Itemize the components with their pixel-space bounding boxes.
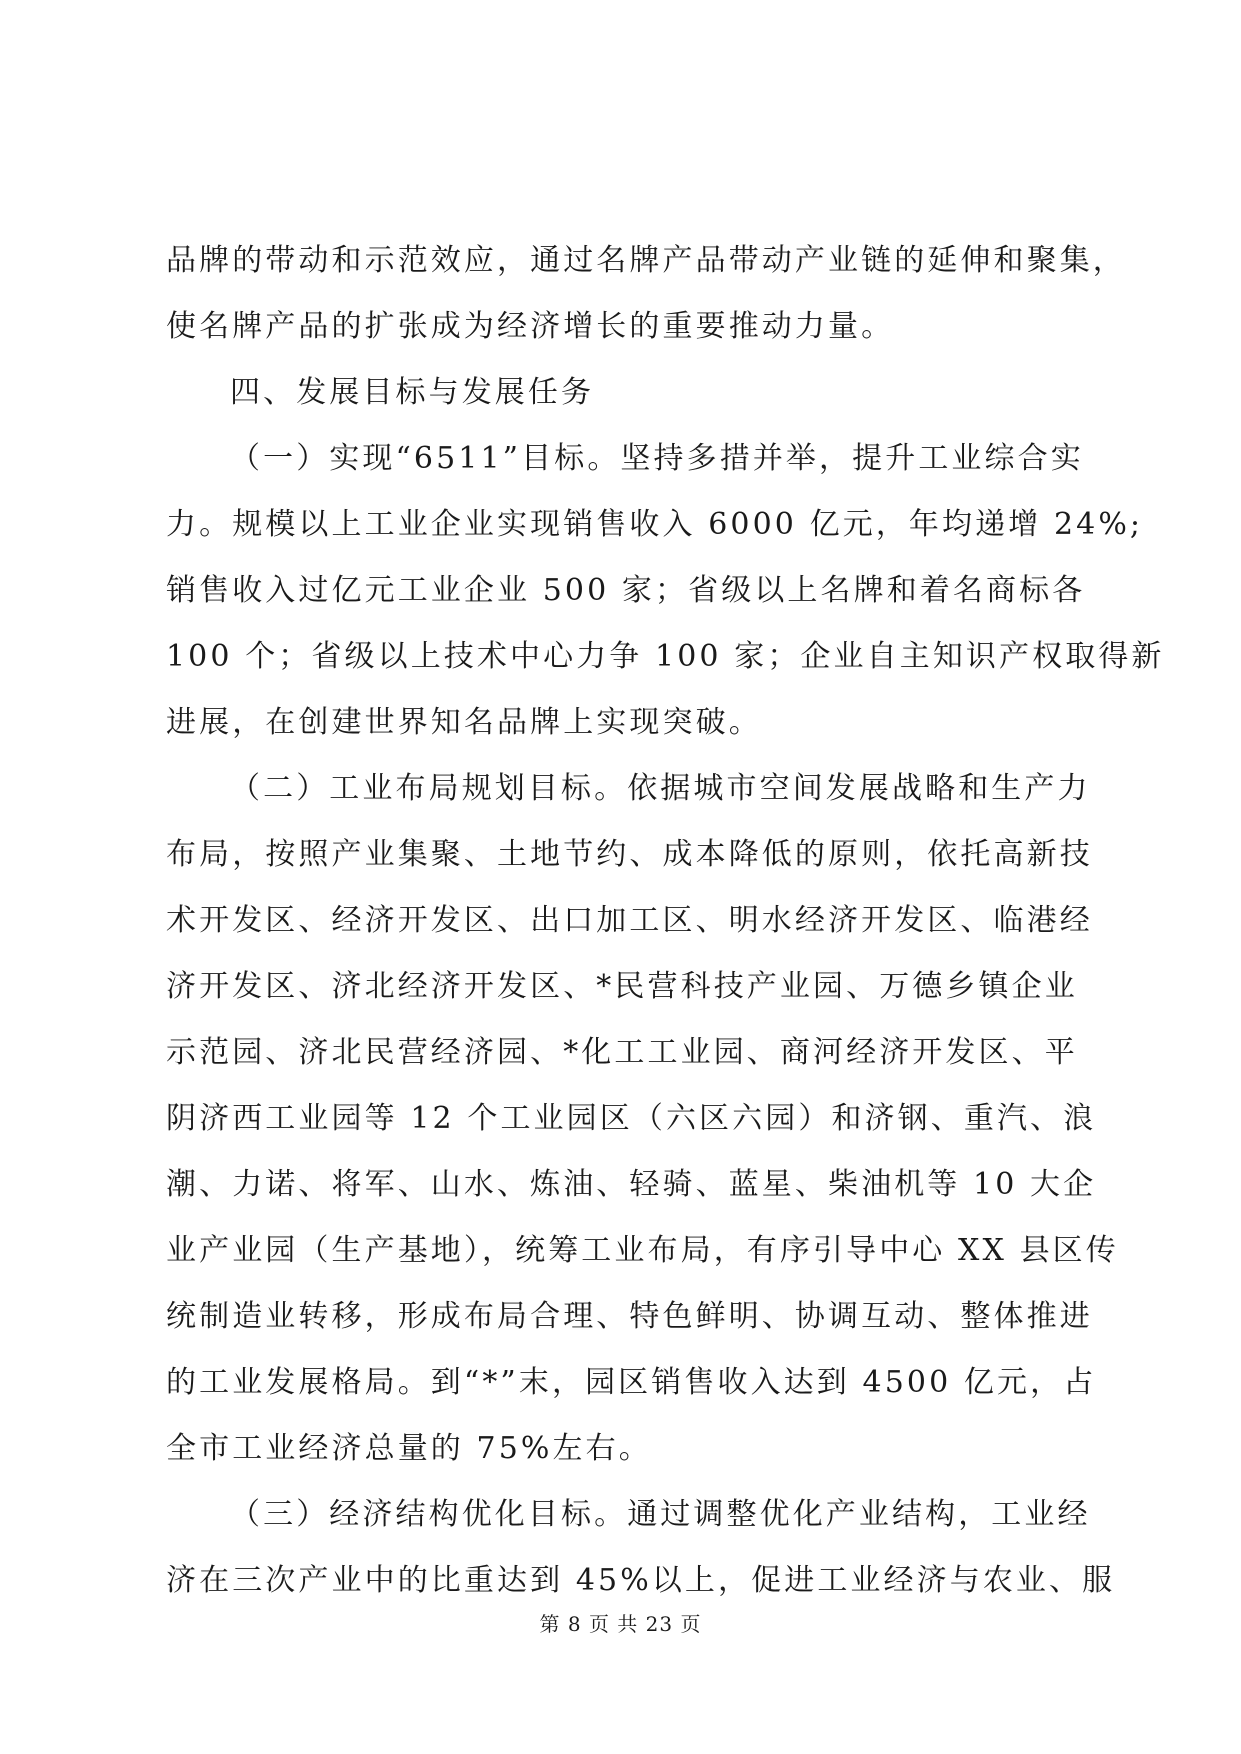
text-line: （三）经济结构优化目标。通过调整优化产业结构，工业经 bbox=[230, 1497, 1091, 1532]
text-line: 品牌的带动和示范效应，通过名牌产品带动产业链的延伸和聚集， bbox=[166, 243, 1126, 278]
text-line: 销售收入过亿元工业企业 500 家；省级以上名牌和着名商标各 bbox=[166, 573, 1086, 608]
text-line: 100 个；省级以上技术中心力争 100 家；企业自主知识产权取得新 bbox=[166, 639, 1165, 674]
text-line: 布局，按照产业集聚、土地节约、成本降低的原则，依托高新技 bbox=[166, 837, 1093, 872]
text-line: （二）工业布局规划目标。依据城市空间发展战略和生产力 bbox=[230, 771, 1091, 806]
text-line: 示范园、济北民营经济园、*化工工业园、商河经济开发区、平 bbox=[166, 1035, 1078, 1070]
text-line: 阴济西工业园等 12 个工业园区（六区六园）和济钢、重汽、浪 bbox=[166, 1101, 1097, 1136]
text-line: （一）实现“6511”目标。坚持多措并举，提升工业综合实 bbox=[230, 441, 1084, 476]
text-line: 业产业园（生产基地），统筹工业布局，有序引导中心 XX 县区传 bbox=[166, 1233, 1119, 1268]
text-line: 的工业发展格局。到“*”末，园区销售收入达到 4500 亿元，占 bbox=[166, 1365, 1097, 1400]
text-line: 统制造业转移，形成布局合理、特色鲜明、协调互动、整体推进 bbox=[166, 1299, 1093, 1334]
section-heading: 四、发展目标与发展任务 bbox=[230, 375, 595, 410]
text-line: 术开发区、经济开发区、出口加工区、明水经济开发区、临港经 bbox=[166, 903, 1093, 938]
document-body bbox=[166, 228, 1165, 1614]
text-line: 使名牌产品的扩张成为经济增长的重要推动力量。 bbox=[166, 309, 895, 344]
text-line: 全市工业经济总量的 75%左右。 bbox=[166, 1431, 652, 1466]
text-line: 进展，在创建世界知名品牌上实现突破。 bbox=[166, 705, 762, 740]
text-line: 济开发区、济北经济开发区、*民营科技产业园、万德乡镇企业 bbox=[166, 969, 1078, 1004]
text-line: 力。规模以上工业企业实现销售收入 6000 亿元，年均递增 24%; bbox=[166, 507, 1144, 542]
text-line: 潮、力诺、将军、山水、炼油、轻骑、蓝星、柴油机等 10 大企 bbox=[166, 1167, 1097, 1202]
page-number-footer: 第 8 页 共 23 页 bbox=[539, 1612, 702, 1636]
text-line: 济在三次产业中的比重达到 45%以上，促进工业经济与农业、服 bbox=[166, 1563, 1116, 1598]
